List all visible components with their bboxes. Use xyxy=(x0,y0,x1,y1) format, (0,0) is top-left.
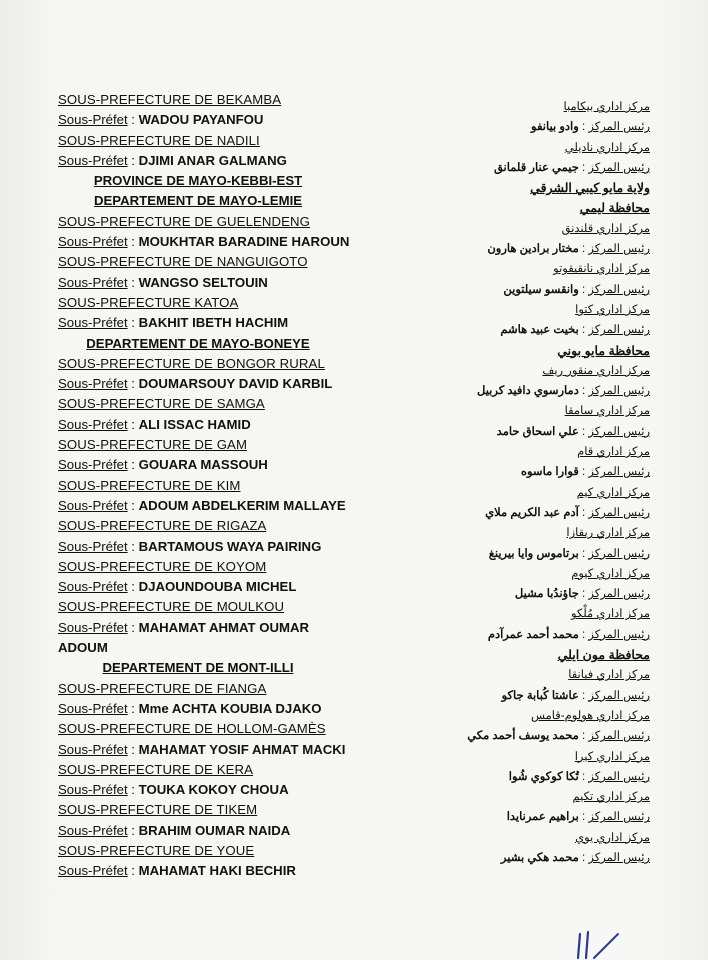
subprefecture-title: مركز اداري كتوا xyxy=(575,303,650,316)
subprefecture-title: مركز اداري بيكامبا xyxy=(563,101,650,113)
subprefect-line xyxy=(58,273,398,293)
subprefect-label: Sous-Préfet xyxy=(58,741,128,757)
section-heading: ولاية مايو كيبي الشرقي xyxy=(530,181,650,196)
subprefecture-title: SOUS-PREFECTURE KATOA xyxy=(58,294,239,310)
label-separator: : xyxy=(127,579,139,595)
subprefect-line xyxy=(390,422,650,442)
subprefecture-title: مركز اداري قام xyxy=(577,446,650,459)
subprefecture-title: مركز اداري منقور ريف xyxy=(542,364,650,377)
label-separator: : xyxy=(127,700,139,716)
subprefecture-title: مركز اداري هولوم-قامس xyxy=(530,709,650,722)
subprefect-label: Sous-Préfet xyxy=(58,700,128,716)
subprefecture-title: SOUS-PREFECTURE DE SAMGA xyxy=(58,396,265,412)
label-separator: : xyxy=(127,234,139,250)
subprefect-name: ADOUM ABDELKERIM MALLAYE xyxy=(138,497,346,513)
subprefect-label: رئيس المركز xyxy=(588,121,650,134)
subprefect-label: رئيس المركز xyxy=(588,730,650,743)
subprefect-name: محمد يوسف أحمد مكي xyxy=(467,730,579,743)
label-separator: : xyxy=(127,112,139,128)
label-separator: : xyxy=(127,497,139,513)
label-separator: : xyxy=(578,811,589,824)
label-separator: : xyxy=(578,385,589,398)
subprefecture-title: SOUS-PREFECTURE DE KIM xyxy=(58,477,241,493)
subprefect-name: DJAOUNDOUBA MICHEL xyxy=(138,579,297,595)
subprefect-line xyxy=(390,158,650,178)
subprefect-label: Sous-Préfet xyxy=(58,274,128,290)
label-separator: : xyxy=(578,425,589,438)
subprefect-name: عاشتا كُبابة جاكو xyxy=(501,689,579,702)
subprefect-line xyxy=(390,280,650,300)
subprefect-line xyxy=(58,313,398,333)
section-heading: PROVINCE DE MAYO-KEBBI-EST xyxy=(93,173,303,189)
subprefect-label: رئيس المركز xyxy=(588,425,650,438)
subprefect-line xyxy=(390,503,650,523)
french-column xyxy=(58,90,398,882)
label-separator: : xyxy=(578,466,589,479)
arabic-column xyxy=(390,97,650,868)
subprefecture-title: SOUS-PREFECTURE DE GAM xyxy=(58,437,248,453)
subprefect-line xyxy=(390,767,650,787)
subprefect-label: رئيس المركز xyxy=(588,161,650,174)
subprefect-name: BRAHIM OUMAR NAIDA xyxy=(138,822,291,838)
label-separator: : xyxy=(578,547,589,560)
subprefecture-title: SOUS-PREFECTURE DE YOUE xyxy=(58,842,255,858)
subprefect-name: MOUKHTAR BARADINE HAROUN xyxy=(138,234,350,250)
subprefect-line xyxy=(390,239,650,259)
subprefect-label: Sous-Préfet xyxy=(58,497,128,513)
section-heading: DEPARTEMENT DE MAYO-LEMIE xyxy=(93,193,303,209)
subprefect-label: رئيس المركز xyxy=(588,385,650,398)
subprefect-line xyxy=(390,848,650,868)
subprefect-name: DOUMARSOUY DAVID KARBIL xyxy=(138,376,333,392)
subprefect-label: رئيس المركز xyxy=(588,851,650,864)
subprefecture-title: SOUS-PREFECTURE DE NADILI xyxy=(58,132,260,148)
subprefect-line xyxy=(390,117,650,137)
subprefecture-title: مركز اداري سامقا xyxy=(564,405,650,418)
subprefect-name: Mme ACHTA KOUBIA DJAKO xyxy=(138,700,322,716)
section-heading: محافظة ليمي xyxy=(579,201,650,216)
subprefecture-title: مركز اداري كيم xyxy=(576,486,650,499)
subprefect-label: رئيس المركز xyxy=(588,466,650,479)
subprefect-name: TOUKA KOKOY CHOUA xyxy=(138,782,289,798)
subprefect-line xyxy=(58,151,398,171)
label-separator: : xyxy=(578,588,589,601)
subprefect-name: WADOU PAYANFOU xyxy=(138,112,264,128)
subprefecture-title: مركز اداري فيانقا xyxy=(568,669,650,682)
subprefect-label: Sous-Préfet xyxy=(58,234,128,250)
subprefecture-title: مركز اداري قلندنق xyxy=(561,222,650,235)
signature-mark xyxy=(572,928,652,960)
label-separator: : xyxy=(127,376,139,392)
label-separator: : xyxy=(127,274,139,290)
subprefect-label: Sous-Préfet xyxy=(58,416,128,432)
subprefect-label: Sous-Préfet xyxy=(58,376,128,392)
subprefect-name: وانقسو سيلتوين xyxy=(503,283,579,296)
label-separator: : xyxy=(578,283,589,296)
subprefect-label: Sous-Préfet xyxy=(58,457,128,473)
label-separator: : xyxy=(127,457,139,473)
subprefect-line xyxy=(58,415,398,435)
label-separator: : xyxy=(127,619,139,635)
subprefecture-title: مركز اداري يوي xyxy=(575,831,650,844)
subprefect-label: رئيس المركز xyxy=(588,588,650,601)
subprefecture-title: SOUS-PREFECTURE DE FIANGA xyxy=(58,680,267,696)
subprefecture-title: مركز اداري تكيم xyxy=(572,791,650,804)
subprefecture-title: SOUS-PREFECTURE DE RIGAZA xyxy=(58,518,267,534)
subprefect-name: MAHAMAT YOSIF AHMAT MACKI xyxy=(138,741,346,757)
subprefect-line xyxy=(58,374,398,394)
subprefect-label: رئيس المركز xyxy=(588,689,650,702)
subprefect-name: BARTAMOUS WAYA PAIRING xyxy=(138,538,322,554)
subprefect-name: DJIMI ANAR GALMANG xyxy=(138,152,287,168)
subprefect-name: علي اسحاق حامد xyxy=(496,425,579,438)
label-separator: : xyxy=(578,851,589,864)
subprefect-line xyxy=(390,584,650,604)
subprefect-label: Sous-Préfet xyxy=(58,822,128,838)
subprefect-line xyxy=(58,780,398,800)
subprefecture-title: مركز اداري كيرا xyxy=(574,750,650,763)
subprefect-label: Sous-Préfet xyxy=(58,315,128,331)
subprefect-label: Sous-Préfet xyxy=(58,579,128,595)
subprefect-name: محمد هكي بشير xyxy=(500,851,579,864)
label-separator: : xyxy=(578,689,589,702)
subprefect-label: Sous-Préfet xyxy=(58,782,128,798)
subprefect-line xyxy=(58,232,398,252)
subprefect-name: GOUARA MASSOUH xyxy=(138,457,268,473)
section-heading: DEPARTEMENT DE MONT-ILLI xyxy=(102,660,294,676)
subprefect-name: آدم عبد الكريم ملاي xyxy=(485,506,579,519)
subprefect-line xyxy=(390,625,650,645)
subprefecture-title: SOUS-PREFECTURE DE BEKAMBA xyxy=(58,92,282,107)
label-separator: : xyxy=(578,161,589,174)
subprefecture-title: SOUS-PREFECTURE DE MOULKOU xyxy=(58,599,285,615)
label-separator: : xyxy=(578,506,589,519)
subprefect-name: قوارا ماسوه xyxy=(520,466,579,479)
subprefect-name: جيمي عنار قلمانق xyxy=(493,161,579,174)
subprefect-line xyxy=(58,496,398,516)
subprefect-label: رئيس المركز xyxy=(588,506,650,519)
subprefecture-title: مركز اداري نانقيقوتو xyxy=(553,263,650,276)
subprefecture-title: مركز اداري مُلْكو xyxy=(570,608,650,621)
subprefect-line xyxy=(58,699,398,719)
subprefect-line xyxy=(58,455,398,475)
subprefect-line xyxy=(58,577,398,597)
subprefect-line xyxy=(390,320,650,340)
label-separator: : xyxy=(127,822,139,838)
section-heading: DEPARTEMENT DE MAYO-BONEYE xyxy=(86,335,310,351)
label-separator: : xyxy=(578,324,589,337)
subprefecture-title: SOUS-PREFECTURE DE TIKEM xyxy=(58,802,258,818)
subprefect-label: Sous-Préfet xyxy=(58,619,128,635)
subprefect-line xyxy=(390,544,650,564)
subprefecture-title: SOUS-PREFECTURE DE BONGOR RURAL xyxy=(58,355,325,371)
subprefect-line xyxy=(390,686,650,706)
subprefect-name: جاؤندُبا مشيل xyxy=(514,588,579,601)
subprefect-line xyxy=(390,807,650,827)
subprefect-line xyxy=(58,537,398,557)
label-separator: : xyxy=(127,416,139,432)
subprefect-line xyxy=(58,618,398,638)
subprefect-label: رئيس المركز xyxy=(588,324,650,337)
name-continuation: ADOUM xyxy=(58,640,108,656)
subprefecture-title: SOUS-PREFECTURE DE KERA xyxy=(58,761,254,777)
subprefect-label: رئيس المركز xyxy=(588,770,650,783)
label-separator: : xyxy=(127,315,139,331)
subprefect-name: براهيم عمرنايدا xyxy=(506,811,579,824)
label-separator: : xyxy=(578,730,589,743)
label-separator: : xyxy=(578,243,589,256)
label-separator: : xyxy=(127,863,139,879)
label-separator: : xyxy=(127,538,139,554)
label-separator: : xyxy=(578,628,589,641)
subprefect-label: رئيس المركز xyxy=(588,628,650,641)
subprefect-name: بخيت عبيد هاشم xyxy=(500,324,579,337)
subprefect-line xyxy=(58,110,398,130)
subprefect-name: تُكا كوكوي شُوا xyxy=(508,770,579,783)
subprefect-label: رئيس المركز xyxy=(588,811,650,824)
subprefect-label: رئيس المركز xyxy=(588,283,650,296)
subprefecture-title: مركز اداري ريقازا xyxy=(566,527,650,540)
subprefecture-title: SOUS-PREFECTURE DE HOLLOM-GAMÈS xyxy=(58,721,326,737)
subprefect-line xyxy=(58,861,398,881)
subprefect-name: MAHAMAT HAKI BECHIR xyxy=(138,863,296,879)
subprefect-name: BAKHIT IBETH HACHIM xyxy=(138,315,289,331)
subprefect-line xyxy=(390,381,650,401)
label-separator: : xyxy=(127,782,139,798)
label-separator: : xyxy=(127,152,139,168)
label-separator: : xyxy=(578,770,589,783)
subprefecture-title: مركز اداري ناديلي xyxy=(564,141,650,154)
subprefect-label: Sous-Préfet xyxy=(58,152,128,168)
label-separator: : xyxy=(127,741,139,757)
subprefect-name: برتاموس وايا بيرينغ xyxy=(488,547,579,560)
subprefect-line xyxy=(390,462,650,482)
subprefecture-title: SOUS-PREFECTURE DE KOYOM xyxy=(58,558,267,574)
label-separator: : xyxy=(578,121,589,134)
subprefect-name: وادو بيانفو xyxy=(531,121,579,134)
section-heading: محافظة مون ايلي xyxy=(557,648,650,663)
subprefect-name: دمارسوي دافيد كربيل xyxy=(476,385,579,398)
subprefect-label: Sous-Préfet xyxy=(58,112,128,128)
subprefecture-title: SOUS-PREFECTURE DE GUELENDENG xyxy=(58,213,311,229)
subprefect-name: ALI ISSAC HAMID xyxy=(138,416,251,432)
subprefect-line xyxy=(390,726,650,746)
section-heading: محافظة مايو بوني xyxy=(557,343,650,358)
subprefect-name: WANGSO SELTOUIN xyxy=(138,274,268,290)
subprefect-label: رئيس المركز xyxy=(588,243,650,256)
subprefecture-title: مركز اداري كيوم xyxy=(571,567,650,580)
subprefect-label: Sous-Préfet xyxy=(58,538,128,554)
subprefect-name: MAHAMAT AHMAT OUMAR xyxy=(138,619,310,635)
subprefect-line xyxy=(58,821,398,841)
subprefect-name: مختار برادين هارون xyxy=(487,243,579,256)
subprefecture-title: SOUS-PREFECTURE DE NANGUIGOTO xyxy=(58,254,308,270)
subprefect-label: رئيس المركز xyxy=(588,547,650,560)
subprefect-label: Sous-Préfet xyxy=(58,863,128,879)
subprefect-line xyxy=(58,740,398,760)
subprefect-name: محمد أحمد عمرآدم xyxy=(487,628,579,641)
